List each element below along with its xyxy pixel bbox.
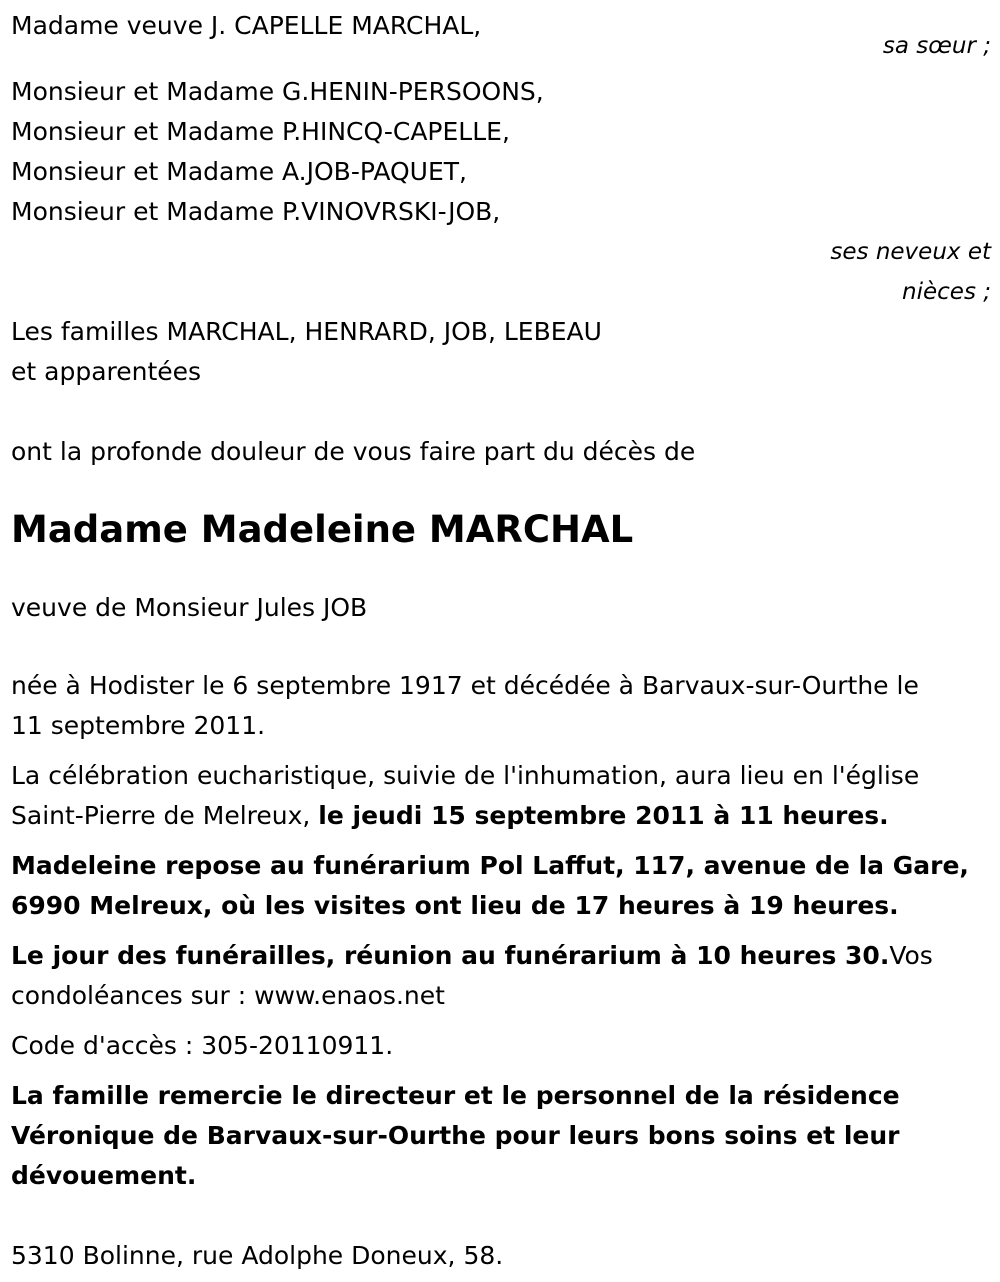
nephews-role: [11, 232, 991, 312]
deceased-name: Madame Madeleine MARCHAL: [11, 508, 634, 551]
access-code: Code d'accès : 305-20110911.: [11, 1031, 394, 1060]
ceremony-line: La célébration eucharistique, suivie de l'inhumation, aura lieu en l'église: [11, 761, 920, 790]
condolences-intro: Vos: [889, 941, 933, 970]
funerarium-paragraph: [11, 846, 991, 926]
home-address: 5310 Bolinne, rue Adolphe Doneux, 58.: [11, 1241, 504, 1270]
funeral-day-paragraph: [11, 936, 991, 1016]
nephews-role-line: nièces ;: [902, 279, 991, 305]
ceremony-line: [11, 796, 991, 836]
obituary-notice: [11, 6, 991, 1276]
funeral-day-meeting: Le jour des funérailles, réunion au funérarium à 10 heures 30.: [11, 941, 890, 970]
thanks-line: La famille remercie le directeur et le personnel de la résidence: [11, 1081, 900, 1110]
families-line: et apparentées: [11, 357, 202, 386]
nephew-line: Monsieur et Madame P.VINOVRSKI-JOB,: [11, 197, 501, 226]
nephews-role-line: ses neveux et: [830, 239, 991, 265]
funerarium-line: Madeleine repose au funérarium Pol Laffut, 117, avenue de la Gare,: [11, 851, 969, 880]
ceremony-paragraph: [11, 756, 991, 836]
thanks-paragraph: [11, 1076, 991, 1196]
birth-death-line: 11 septembre 2011.: [11, 711, 266, 740]
condolences-website: condoléances sur : www.enaos.net: [11, 981, 445, 1010]
thanks-line: dévouement.: [11, 1161, 197, 1190]
nephew-line: Monsieur et Madame G.HENIN-PERSOONS,: [11, 77, 544, 106]
birth-death-paragraph: [11, 666, 991, 746]
nephew-line: Monsieur et Madame P.HINCQ-CAPELLE,: [11, 117, 510, 146]
birth-death-line: née à Hodister le 6 septembre 1917 et décédée à Barvaux-sur-Ourthe le: [11, 671, 919, 700]
ceremony-date: le jeudi 15 septembre 2011 à 11 heures.: [318, 801, 889, 830]
families-line: Les familles MARCHAL, HENRARD, JOB, LEBEAU: [11, 317, 602, 346]
funerarium-line: 6990 Melreux, où les visites ont lieu de 17 heures à 19 heures.: [11, 891, 899, 920]
ceremony-location: Saint-Pierre de Melreux,: [11, 801, 319, 830]
thanks-line: Véronique de Barvaux-sur-Ourthe pour leurs bons soins et leur: [11, 1121, 900, 1150]
nephew-line: Monsieur et Madame A.JOB-PAQUET,: [11, 157, 467, 186]
sister-role: sa sœur ;: [882, 33, 991, 59]
announcement-text: ont la profonde douleur de vous faire part du décès de: [11, 437, 696, 466]
nephews-list: [11, 72, 991, 232]
spouse-line: veuve de Monsieur Jules JOB: [11, 593, 368, 622]
sister-name: Madame veuve J. CAPELLE MARCHAL,: [11, 11, 482, 40]
